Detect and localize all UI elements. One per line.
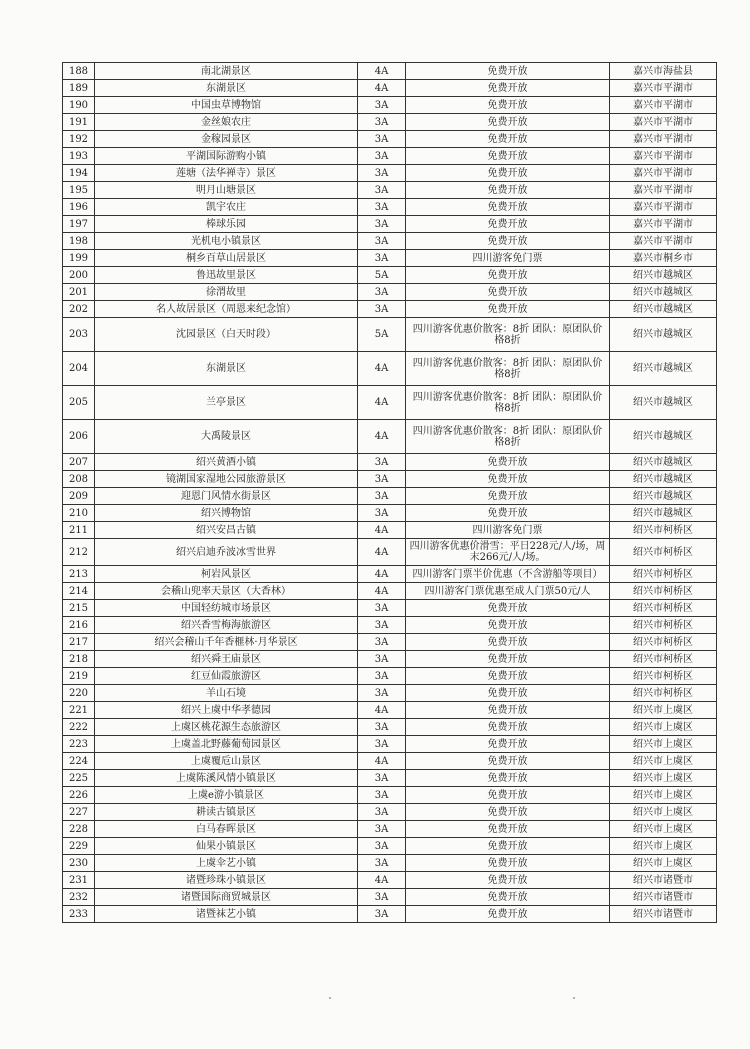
spot-name-cell: 名人故居景区（周恩来纪念馆） (95, 301, 358, 318)
table-row (63, 821, 717, 838)
table-row (63, 804, 717, 821)
spot-name-cell: 绍兴舜王庙景区 (95, 651, 358, 668)
level-cell: 4A (358, 872, 406, 889)
policy-cell: 免费开放 (406, 617, 610, 634)
location-cell: 绍兴市上虞区 (610, 821, 717, 838)
row-number-cell: 231 (63, 872, 95, 889)
level-cell: 3A (358, 301, 406, 318)
spot-name-cell: 上虞陈溪风情小镇景区 (95, 770, 358, 787)
location-cell: 嘉兴市平湖市 (610, 216, 717, 233)
spot-name-cell: 南北湖景区 (95, 63, 358, 80)
scan-speck (329, 997, 331, 999)
table-row (63, 301, 717, 318)
table-row (63, 267, 717, 284)
level-cell: 3A (358, 114, 406, 131)
spot-name-cell: 沈园景区（白天时段） (95, 318, 358, 352)
policy-cell: 免费开放 (406, 855, 610, 872)
location-cell: 嘉兴市桐乡市 (610, 250, 717, 267)
row-number-cell: 200 (63, 267, 95, 284)
row-number-cell: 220 (63, 685, 95, 702)
row-number-cell: 213 (63, 566, 95, 583)
spot-name-cell: 耕读古镇景区 (95, 804, 358, 821)
row-number-cell: 233 (63, 906, 95, 923)
policy-cell: 免费开放 (406, 199, 610, 216)
location-cell: 绍兴市柯桥区 (610, 668, 717, 685)
table-row (63, 617, 717, 634)
table-row (63, 131, 717, 148)
level-cell: 3A (358, 488, 406, 505)
table-row (63, 634, 717, 651)
policy-cell: 免费开放 (406, 906, 610, 923)
location-cell: 绍兴市柯桥区 (610, 600, 717, 617)
row-number-cell: 201 (63, 284, 95, 301)
level-cell: 3A (358, 131, 406, 148)
policy-cell: 免费开放 (406, 471, 610, 488)
level-cell: 3A (358, 97, 406, 114)
level-cell: 3A (358, 668, 406, 685)
location-cell: 绍兴市上虞区 (610, 770, 717, 787)
location-cell: 绍兴市上虞区 (610, 855, 717, 872)
policy-cell: 免费开放 (406, 668, 610, 685)
row-number-cell: 223 (63, 736, 95, 753)
row-number-cell: 198 (63, 233, 95, 250)
table-row (63, 872, 717, 889)
level-cell: 3A (358, 736, 406, 753)
table-row (63, 148, 717, 165)
policy-cell: 免费开放 (406, 284, 610, 301)
location-cell: 绍兴市越城区 (610, 471, 717, 488)
policy-cell: 免费开放 (406, 685, 610, 702)
table-row (63, 906, 717, 923)
policy-cell: 四川游客免门票 (406, 250, 610, 267)
row-number-cell: 207 (63, 454, 95, 471)
spot-name-cell: 光机电小镇景区 (95, 233, 358, 250)
level-cell: 3A (358, 821, 406, 838)
spot-name-cell: 上虞e游小镇景区 (95, 787, 358, 804)
spot-name-cell: 金稼园景区 (95, 131, 358, 148)
policy-cell: 免费开放 (406, 454, 610, 471)
location-cell: 绍兴市越城区 (610, 284, 717, 301)
scan-speck (573, 997, 575, 999)
level-cell: 3A (358, 617, 406, 634)
level-cell: 3A (358, 855, 406, 872)
row-number-cell: 202 (63, 301, 95, 318)
policy-cell: 四川游客优惠价散客：8折 团队：原团队价格8折 (406, 352, 610, 386)
table-row (63, 668, 717, 685)
location-cell: 绍兴市越城区 (610, 454, 717, 471)
location-cell: 绍兴市柯桥区 (610, 566, 717, 583)
spot-name-cell: 金丝娘农庄 (95, 114, 358, 131)
row-number-cell: 221 (63, 702, 95, 719)
level-cell: 4A (358, 566, 406, 583)
location-cell: 绍兴市上虞区 (610, 702, 717, 719)
spot-name-cell: 上虞区桃花源生态旅游区 (95, 719, 358, 736)
location-cell: 绍兴市上虞区 (610, 719, 717, 736)
policy-cell: 四川游客免门票 (406, 522, 610, 539)
policy-cell: 免费开放 (406, 634, 610, 651)
location-cell: 绍兴市上虞区 (610, 838, 717, 855)
level-cell: 3A (358, 685, 406, 702)
location-cell: 嘉兴市平湖市 (610, 199, 717, 216)
row-number-cell: 225 (63, 770, 95, 787)
spot-name-cell: 诸暨珍珠小镇景区 (95, 872, 358, 889)
table-row (63, 454, 717, 471)
location-cell: 绍兴市柯桥区 (610, 583, 717, 600)
table-row (63, 566, 717, 583)
policy-cell: 免费开放 (406, 770, 610, 787)
table-row (63, 855, 717, 872)
level-cell: 4A (358, 352, 406, 386)
level-cell: 4A (358, 522, 406, 539)
location-cell: 绍兴市越城区 (610, 267, 717, 284)
spot-name-cell: 诸暨袜艺小镇 (95, 906, 358, 923)
location-cell: 绍兴市诸暨市 (610, 906, 717, 923)
location-cell: 绍兴市柯桥区 (610, 685, 717, 702)
spot-name-cell: 棒球乐园 (95, 216, 358, 233)
row-number-cell: 211 (63, 522, 95, 539)
level-cell: 3A (358, 284, 406, 301)
policy-cell: 免费开放 (406, 148, 610, 165)
location-cell: 绍兴市上虞区 (610, 804, 717, 821)
policy-cell: 免费开放 (406, 165, 610, 182)
spot-name-cell: 上虞盖北野藤葡萄园景区 (95, 736, 358, 753)
table-row (63, 471, 717, 488)
level-cell: 3A (358, 719, 406, 736)
location-cell: 绍兴市柯桥区 (610, 522, 717, 539)
table-row (63, 284, 717, 301)
policy-cell: 免费开放 (406, 233, 610, 250)
table-row (63, 63, 717, 80)
spot-name-cell: 莲塘（法华禅寺）景区 (95, 165, 358, 182)
location-cell: 绍兴市越城区 (610, 386, 717, 420)
row-number-cell: 189 (63, 80, 95, 97)
row-number-cell: 192 (63, 131, 95, 148)
spot-name-cell: 兰亭景区 (95, 386, 358, 420)
table-row (63, 787, 717, 804)
row-number-cell: 219 (63, 668, 95, 685)
table-row (63, 651, 717, 668)
level-cell: 4A (358, 539, 406, 566)
policy-cell: 免费开放 (406, 651, 610, 668)
row-number-cell: 226 (63, 787, 95, 804)
table-row (63, 539, 717, 566)
location-cell: 绍兴市越城区 (610, 420, 717, 454)
row-number-cell: 205 (63, 386, 95, 420)
spot-name-cell: 东湖景区 (95, 352, 358, 386)
table-row (63, 352, 717, 386)
row-number-cell: 217 (63, 634, 95, 651)
level-cell: 5A (358, 267, 406, 284)
policy-cell: 免费开放 (406, 702, 610, 719)
level-cell: 4A (358, 702, 406, 719)
level-cell: 3A (358, 165, 406, 182)
location-cell: 绍兴市越城区 (610, 352, 717, 386)
row-number-cell: 208 (63, 471, 95, 488)
level-cell: 3A (358, 454, 406, 471)
location-cell: 绍兴市柯桥区 (610, 651, 717, 668)
table-row (63, 233, 717, 250)
policy-cell: 四川游客门票优惠至成人门票50元/人 (406, 583, 610, 600)
table-row (63, 165, 717, 182)
location-cell: 嘉兴市平湖市 (610, 114, 717, 131)
table-row (63, 318, 717, 352)
spot-name-cell: 绍兴会稽山千年香榧林·月华景区 (95, 634, 358, 651)
location-cell: 嘉兴市海盐县 (610, 63, 717, 80)
row-number-cell: 212 (63, 539, 95, 566)
location-cell: 绍兴市诸暨市 (610, 889, 717, 906)
policy-cell: 免费开放 (406, 63, 610, 80)
policy-cell: 免费开放 (406, 804, 610, 821)
spot-name-cell: 大禹陵景区 (95, 420, 358, 454)
location-cell: 嘉兴市平湖市 (610, 80, 717, 97)
row-number-cell: 209 (63, 488, 95, 505)
table-row (63, 505, 717, 522)
row-number-cell: 194 (63, 165, 95, 182)
row-number-cell: 214 (63, 583, 95, 600)
level-cell: 4A (358, 80, 406, 97)
row-number-cell: 196 (63, 199, 95, 216)
level-cell: 4A (358, 753, 406, 770)
level-cell: 3A (358, 906, 406, 923)
spot-name-cell: 鲁迅故里景区 (95, 267, 358, 284)
level-cell: 3A (358, 634, 406, 651)
row-number-cell: 216 (63, 617, 95, 634)
level-cell: 3A (358, 182, 406, 199)
table-body (63, 63, 717, 923)
policy-cell: 免费开放 (406, 736, 610, 753)
table-row (63, 420, 717, 454)
location-cell: 绍兴市诸暨市 (610, 872, 717, 889)
table-row (63, 753, 717, 770)
spot-name-cell: 绍兴启迪乔波冰雪世界 (95, 539, 358, 566)
location-cell: 嘉兴市平湖市 (610, 148, 717, 165)
row-number-cell: 210 (63, 505, 95, 522)
table-row (63, 182, 717, 199)
spot-name-cell: 柯岩风景区 (95, 566, 358, 583)
spot-name-cell: 红豆仙霞旅游区 (95, 668, 358, 685)
policy-cell: 免费开放 (406, 787, 610, 804)
row-number-cell: 222 (63, 719, 95, 736)
policy-cell: 四川游客优惠价散客：8折 团队：原团队价格8折 (406, 386, 610, 420)
policy-cell: 免费开放 (406, 838, 610, 855)
location-cell: 嘉兴市平湖市 (610, 233, 717, 250)
location-cell: 绍兴市越城区 (610, 488, 717, 505)
table-row (63, 199, 717, 216)
row-number-cell: 230 (63, 855, 95, 872)
level-cell: 3A (358, 651, 406, 668)
table-row (63, 386, 717, 420)
row-number-cell: 232 (63, 889, 95, 906)
level-cell: 3A (358, 250, 406, 267)
level-cell: 3A (358, 600, 406, 617)
policy-cell: 免费开放 (406, 131, 610, 148)
location-cell: 绍兴市越城区 (610, 318, 717, 352)
level-cell: 3A (358, 804, 406, 821)
row-number-cell: 204 (63, 352, 95, 386)
table-row (63, 889, 717, 906)
level-cell: 3A (358, 889, 406, 906)
row-number-cell: 193 (63, 148, 95, 165)
spot-name-cell: 东湖景区 (95, 80, 358, 97)
policy-cell: 免费开放 (406, 182, 610, 199)
policy-cell: 免费开放 (406, 488, 610, 505)
level-cell: 4A (358, 420, 406, 454)
spot-name-cell: 迎恩门风情水街景区 (95, 488, 358, 505)
policy-cell: 四川游客优惠价散客：8折 团队：原团队价格8折 (406, 318, 610, 352)
table-row (63, 583, 717, 600)
spot-name-cell: 绍兴香雪梅海旅游区 (95, 617, 358, 634)
spot-name-cell: 仙果小镇景区 (95, 838, 358, 855)
table-row (63, 80, 717, 97)
row-number-cell: 228 (63, 821, 95, 838)
row-number-cell: 206 (63, 420, 95, 454)
table-row (63, 685, 717, 702)
location-cell: 嘉兴市平湖市 (610, 131, 717, 148)
policy-cell: 免费开放 (406, 600, 610, 617)
table-row (63, 702, 717, 719)
location-cell: 绍兴市越城区 (610, 505, 717, 522)
location-cell: 绍兴市柯桥区 (610, 539, 717, 566)
level-cell: 3A (358, 787, 406, 804)
spot-name-cell: 上虞覆卮山景区 (95, 753, 358, 770)
location-cell: 嘉兴市平湖市 (610, 97, 717, 114)
row-number-cell: 197 (63, 216, 95, 233)
policy-cell: 免费开放 (406, 505, 610, 522)
spot-name-cell: 桐乡百草山居景区 (95, 250, 358, 267)
policy-cell: 免费开放 (406, 821, 610, 838)
row-number-cell: 229 (63, 838, 95, 855)
table-row (63, 770, 717, 787)
spot-name-cell: 绍兴安昌古镇 (95, 522, 358, 539)
spot-name-cell: 绍兴上虞中华孝德园 (95, 702, 358, 719)
table-row (63, 719, 717, 736)
location-cell: 嘉兴市平湖市 (610, 182, 717, 199)
policy-cell: 免费开放 (406, 753, 610, 770)
policy-cell: 免费开放 (406, 114, 610, 131)
level-cell: 4A (358, 63, 406, 80)
policy-cell: 四川游客门票半价优惠（不含游船等项目） (406, 566, 610, 583)
spot-name-cell: 羊山石境 (95, 685, 358, 702)
policy-cell: 四川游客优惠价散客：8折 团队：原团队价格8折 (406, 420, 610, 454)
policy-cell: 免费开放 (406, 301, 610, 318)
level-cell: 3A (358, 216, 406, 233)
spot-name-cell: 中国轻纺城市场景区 (95, 600, 358, 617)
spot-name-cell: 上虞伞艺小镇 (95, 855, 358, 872)
row-number-cell: 215 (63, 600, 95, 617)
row-number-cell: 218 (63, 651, 95, 668)
policy-cell: 免费开放 (406, 267, 610, 284)
table-row (63, 522, 717, 539)
location-cell: 绍兴市柯桥区 (610, 634, 717, 651)
table-row (63, 488, 717, 505)
row-number-cell: 227 (63, 804, 95, 821)
policy-cell: 免费开放 (406, 872, 610, 889)
row-number-cell: 191 (63, 114, 95, 131)
policy-cell: 四川游客优惠价滑雪：平日228元/人/场，周末266元/人/场。 (406, 539, 610, 566)
spot-name-cell: 会稽山兜率天景区（大香林） (95, 583, 358, 600)
spot-name-cell: 平湖国际游购小镇 (95, 148, 358, 165)
spot-name-cell: 白马春晖景区 (95, 821, 358, 838)
location-cell: 绍兴市柯桥区 (610, 617, 717, 634)
location-cell: 绍兴市上虞区 (610, 753, 717, 770)
level-cell: 3A (358, 148, 406, 165)
table-row (63, 600, 717, 617)
spot-name-cell: 镜湖国家湿地公园旅游景区 (95, 471, 358, 488)
location-cell: 绍兴市上虞区 (610, 787, 717, 804)
table-row (63, 114, 717, 131)
policy-cell: 免费开放 (406, 719, 610, 736)
row-number-cell: 190 (63, 97, 95, 114)
spot-name-cell: 绍兴博物馆 (95, 505, 358, 522)
level-cell: 3A (358, 770, 406, 787)
level-cell: 4A (358, 386, 406, 420)
location-cell: 绍兴市上虞区 (610, 736, 717, 753)
spot-name-cell: 诸暨国际商贸城景区 (95, 889, 358, 906)
spot-name-cell: 绍兴黄酒小镇 (95, 454, 358, 471)
spot-name-cell: 凯宇农庄 (95, 199, 358, 216)
row-number-cell: 199 (63, 250, 95, 267)
row-number-cell: 195 (63, 182, 95, 199)
row-number-cell: 224 (63, 753, 95, 770)
level-cell: 3A (358, 233, 406, 250)
level-cell: 3A (358, 199, 406, 216)
scenic-spot-table (62, 62, 717, 923)
table-row (63, 838, 717, 855)
location-cell: 嘉兴市平湖市 (610, 165, 717, 182)
row-number-cell: 188 (63, 63, 95, 80)
policy-cell: 免费开放 (406, 889, 610, 906)
policy-cell: 免费开放 (406, 216, 610, 233)
table-row (63, 97, 717, 114)
level-cell: 3A (358, 505, 406, 522)
policy-cell: 免费开放 (406, 80, 610, 97)
location-cell: 绍兴市越城区 (610, 301, 717, 318)
table-row (63, 216, 717, 233)
spot-name-cell: 徐渭故里 (95, 284, 358, 301)
level-cell: 3A (358, 838, 406, 855)
policy-cell: 免费开放 (406, 97, 610, 114)
table-row (63, 736, 717, 753)
row-number-cell: 203 (63, 318, 95, 352)
table-row (63, 250, 717, 267)
level-cell: 3A (358, 471, 406, 488)
spot-name-cell: 明月山塘景区 (95, 182, 358, 199)
level-cell: 5A (358, 318, 406, 352)
spot-name-cell: 中国虫草博物馆 (95, 97, 358, 114)
level-cell: 4A (358, 583, 406, 600)
